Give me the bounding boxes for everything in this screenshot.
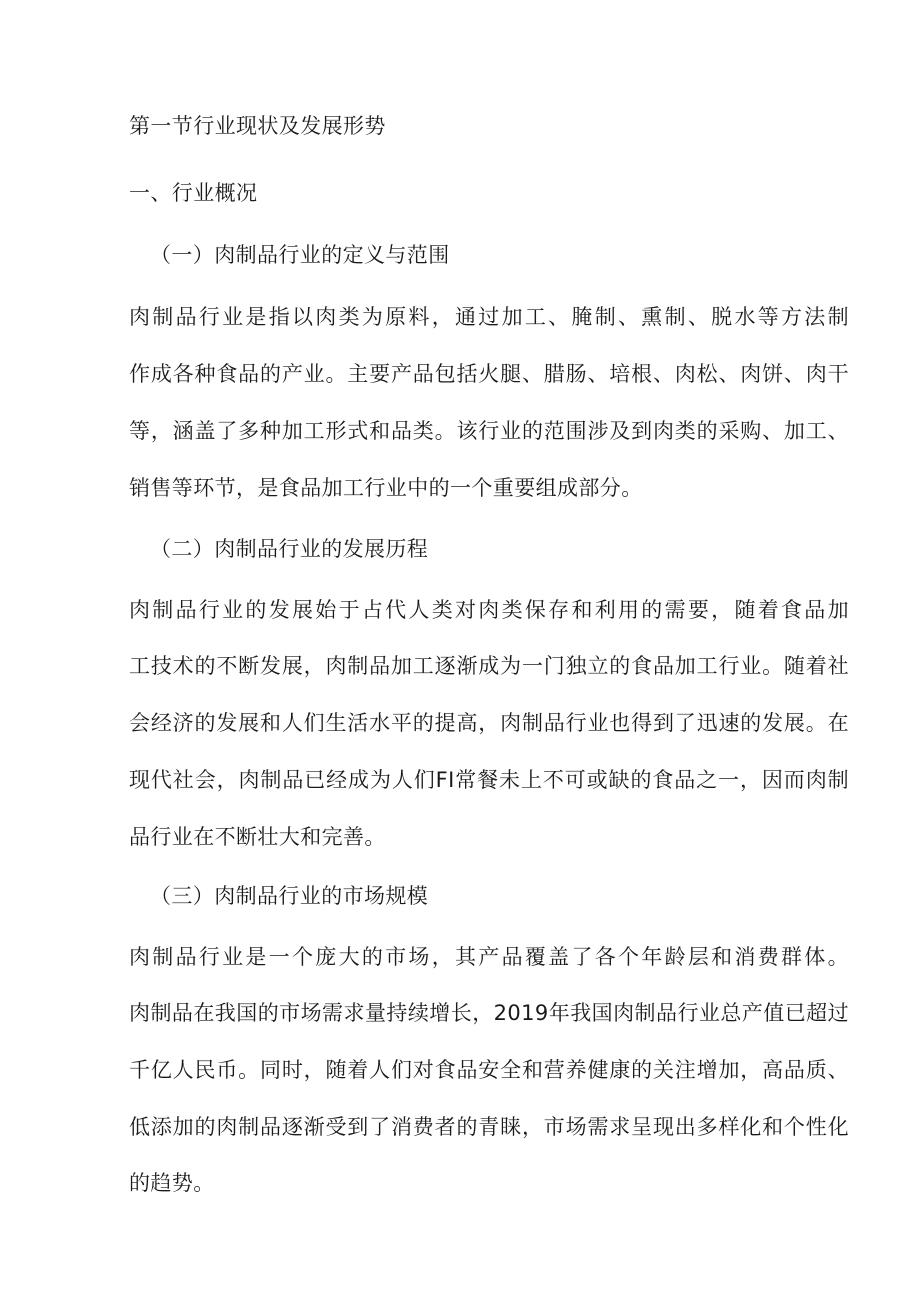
paragraph-line: 工技术的不断发展，肉制品加工逐渐成为一门独立的食品加工行业。随着社 bbox=[129, 654, 849, 678]
paragraph-line: 品行业在不断壮大和完善。 bbox=[129, 825, 386, 849]
paragraph-line: 低添加的肉制品逐渐受到了消费者的青睐，市场需求呈现出多样化和个性化 bbox=[129, 1115, 849, 1139]
paragraph-line: 肉制品行业是指以肉类为原料，通过加工、腌制、熏制、脱水等方法制 bbox=[129, 305, 849, 329]
paragraph-line: 会经济的发展和人们生活水平的提高，肉制品行业也得到了迅速的发展。在 bbox=[129, 711, 849, 735]
paragraph-line: 现代社会，肉制品已经成为人们FI常餐未上不可或缺的食品之一，因而肉制 bbox=[129, 768, 849, 792]
paragraph-line: 作成各种食品的产业。主要产品包括火腿、腊肠、培根、肉松、肉饼、肉干 bbox=[129, 362, 849, 386]
paragraph-line: 肉制品在我国的市场需求量持续增长，2019年我国肉制品行业总产值已超过 bbox=[129, 1001, 849, 1025]
subsection-title-definition: （一）肉制品行业的定义与范围 bbox=[150, 243, 450, 267]
paragraph-line: 肉制品行业是一个庞大的市场，其产品覆盖了各个年龄层和消费群体。 bbox=[129, 945, 849, 969]
subsection-title-history: （二）肉制品行业的发展历程 bbox=[150, 537, 429, 561]
paragraph-line: 肉制品行业的发展始于占代人类对肉类保存和利用的需要，随着食品加 bbox=[129, 598, 849, 622]
paragraph-line: 的趋势。 bbox=[129, 1171, 215, 1195]
heading-industry-overview: 一、行业概况 bbox=[129, 181, 258, 205]
paragraph-line: 等，涵盖了多种加工形式和品类。该行业的范围涉及到肉类的采购、加工、 bbox=[129, 419, 849, 443]
subsection-title-market-size: （三）肉制品行业的市场规模 bbox=[150, 884, 429, 908]
paragraph-line: 销售等环节，是食品加工行业中的一个重要组成部分。 bbox=[129, 476, 643, 500]
paragraph-line: 千亿人民币。同时，随着人们对食品安全和营养健康的关注增加，高品质、 bbox=[129, 1058, 849, 1082]
section-title: 第一节行业现状及发展形势 bbox=[129, 114, 386, 138]
